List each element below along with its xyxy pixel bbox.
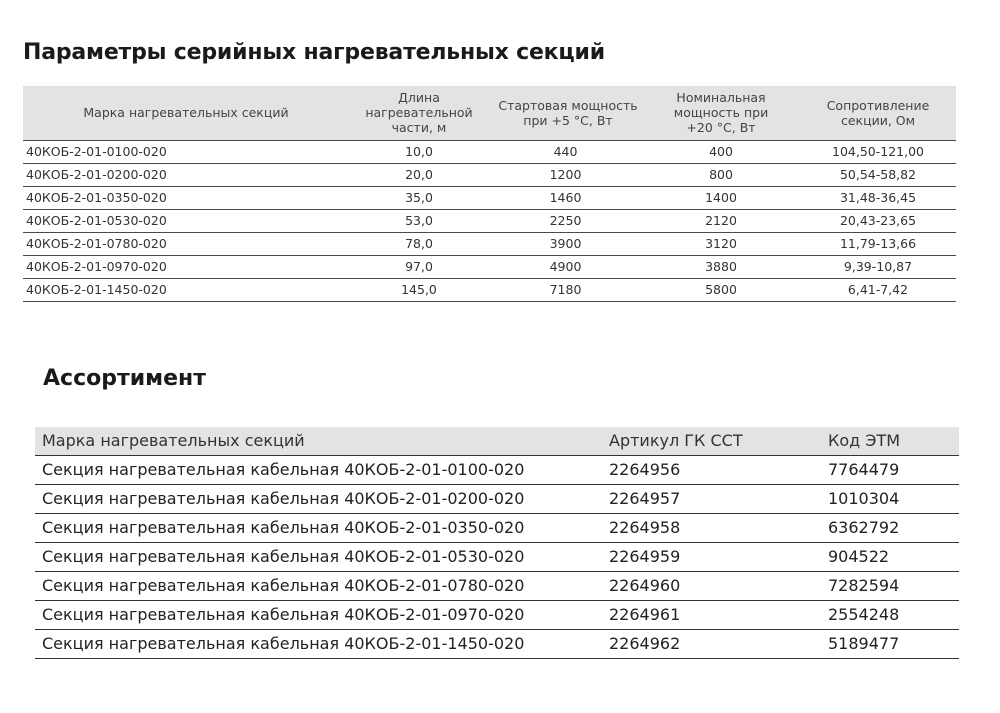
params-header-resistance: Сопротивление секции, Ом: [800, 86, 956, 140]
params-table-row: [23, 255, 956, 278]
params-cell-start-power: 3900: [489, 232, 642, 255]
params-cell-resistance: 104,50-121,00: [800, 140, 956, 163]
params-cell-length: 35,0: [349, 186, 489, 209]
params-header-row: [23, 86, 956, 140]
assortment-cell-brand: Секция нагревательная кабельная 40КОБ-2-01-1450-020: [35, 629, 602, 658]
assortment-cell-etm-code: 7282594: [821, 571, 959, 600]
params-cell-brand: 40КОБ-2-01-0100-020: [23, 140, 349, 163]
assortment-cell-etm-code: 1010304: [821, 484, 959, 513]
params-cell-resistance: 20,43-23,65: [800, 209, 956, 232]
assortment-cell-brand: Секция нагревательная кабельная 40КОБ-2-01-0100-020: [35, 455, 602, 484]
params-cell-nominal-power: 3880: [642, 255, 800, 278]
assortment-header-row: [35, 427, 959, 455]
params-cell-length: 53,0: [349, 209, 489, 232]
params-header-brand: Марка нагревательных секций: [23, 86, 349, 140]
assortment-table-row: [35, 455, 959, 484]
params-cell-nominal-power: 1400: [642, 186, 800, 209]
params-title: Параметры серийных нагревательных секций: [23, 40, 605, 65]
params-table-row: [23, 140, 956, 163]
params-cell-brand: 40КОБ-2-01-0530-020: [23, 209, 349, 232]
assortment-cell-article: 2264959: [602, 542, 821, 571]
params-table-row: [23, 232, 956, 255]
params-table-row: [23, 209, 956, 232]
params-cell-resistance: 9,39-10,87: [800, 255, 956, 278]
params-table: [23, 86, 956, 302]
assortment-cell-etm-code: 5189477: [821, 629, 959, 658]
params-cell-brand: 40КОБ-2-01-1450-020: [23, 278, 349, 301]
params-cell-start-power: 440: [489, 140, 642, 163]
params-cell-start-power: 2250: [489, 209, 642, 232]
params-cell-brand: 40КОБ-2-01-0350-020: [23, 186, 349, 209]
params-cell-brand: 40КОБ-2-01-0970-020: [23, 255, 349, 278]
params-cell-length: 10,0: [349, 140, 489, 163]
params-table-row: [23, 163, 956, 186]
assortment-table-row: [35, 600, 959, 629]
params-cell-nominal-power: 5800: [642, 278, 800, 301]
params-cell-resistance: 50,54-58,82: [800, 163, 956, 186]
assortment-cell-article: 2264956: [602, 455, 821, 484]
params-header-length: Длина нагревательной части, м: [349, 86, 489, 140]
assortment-table-row: [35, 542, 959, 571]
assortment-table: [35, 427, 959, 659]
assortment-table-row: [35, 571, 959, 600]
params-cell-start-power: 4900: [489, 255, 642, 278]
params-cell-nominal-power: 800: [642, 163, 800, 186]
assortment-header-brand: Марка нагревательных секций: [35, 427, 602, 455]
params-cell-length: 78,0: [349, 232, 489, 255]
assortment-cell-etm-code: 2554248: [821, 600, 959, 629]
assortment-header-article: Артикул ГК ССТ: [602, 427, 821, 455]
assortment-title: Ассортимент: [43, 366, 206, 391]
assortment-table-row: [35, 484, 959, 513]
params-cell-resistance: 31,48-36,45: [800, 186, 956, 209]
assortment-cell-etm-code: 904522: [821, 542, 959, 571]
assortment-cell-article: 2264961: [602, 600, 821, 629]
params-cell-length: 20,0: [349, 163, 489, 186]
params-cell-length: 145,0: [349, 278, 489, 301]
params-cell-start-power: 7180: [489, 278, 642, 301]
assortment-cell-brand: Секция нагревательная кабельная 40КОБ-2-01-0530-020: [35, 542, 602, 571]
assortment-table-row: [35, 513, 959, 542]
assortment-cell-article: 2264958: [602, 513, 821, 542]
params-cell-start-power: 1460: [489, 186, 642, 209]
params-cell-length: 97,0: [349, 255, 489, 278]
params-table-row: [23, 278, 956, 301]
params-cell-start-power: 1200: [489, 163, 642, 186]
params-header-start-power: Стартовая мощность при +5 °С, Вт: [489, 86, 642, 140]
assortment-cell-brand: Секция нагревательная кабельная 40КОБ-2-01-0200-020: [35, 484, 602, 513]
assortment-cell-article: 2264962: [602, 629, 821, 658]
assortment-cell-brand: Секция нагревательная кабельная 40КОБ-2-01-0350-020: [35, 513, 602, 542]
assortment-cell-etm-code: 6362792: [821, 513, 959, 542]
params-cell-nominal-power: 2120: [642, 209, 800, 232]
params-cell-resistance: 11,79-13,66: [800, 232, 956, 255]
assortment-header-etm-code: Код ЭТМ: [821, 427, 959, 455]
assortment-cell-article: 2264960: [602, 571, 821, 600]
params-cell-brand: 40КОБ-2-01-0780-020: [23, 232, 349, 255]
params-cell-nominal-power: 400: [642, 140, 800, 163]
params-cell-nominal-power: 3120: [642, 232, 800, 255]
assortment-table-row: [35, 629, 959, 658]
params-table-row: [23, 186, 956, 209]
params-cell-brand: 40КОБ-2-01-0200-020: [23, 163, 349, 186]
assortment-cell-brand: Секция нагревательная кабельная 40КОБ-2-01-0780-020: [35, 571, 602, 600]
assortment-cell-article: 2264957: [602, 484, 821, 513]
assortment-cell-brand: Секция нагревательная кабельная 40КОБ-2-01-0970-020: [35, 600, 602, 629]
assortment-cell-etm-code: 7764479: [821, 455, 959, 484]
params-header-nominal-power: Номинальная мощность при +20 °С, Вт: [642, 86, 800, 140]
params-cell-resistance: 6,41-7,42: [800, 278, 956, 301]
